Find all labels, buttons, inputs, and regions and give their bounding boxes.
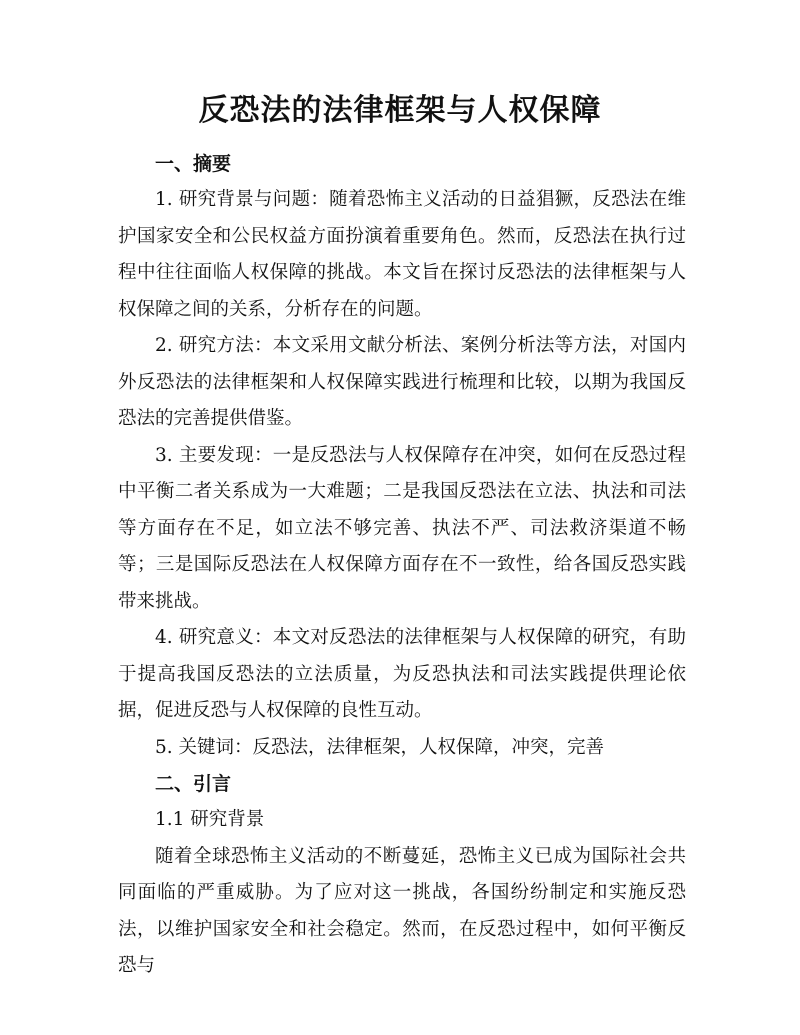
introduction-paragraph: 随着全球恐怖主义活动的不断蔓延，恐怖主义已成为国际社会共同面临的严重威胁。为了应对这一挑战，各国纷纷制定和实施反恐法，以维护国家安全和社会稳定。然而，在反恐过程中，如何平衡反恐与 [118,845,686,976]
subsection-heading-background: 1.1 研究背景 [155,809,265,830]
abstract-item-methods: 2. 研究方法：本文采用文献分析法、案例分析法等方法，对国内外反恐法的法律框架和人权保障实践进行梳理和比较，以期为我国反恐法的完善提供借鉴。 [118,335,686,429]
section-heading-abstract: 一、摘要 [155,153,232,175]
abstract-item-keywords: 5. 关键词：反恐法，法律框架，人权保障，冲突，完善 [155,736,605,758]
document-body [118,146,686,985]
abstract-item-background: 1. 研究背景与问题：随着恐怖主义活动的日益猖獗，反恐法在维护国家安全和公民权益方面扮演着重要角色。然而，反恐法在执行过程中往往面临人权保障的挑战。本文旨在探讨反恐法的法律框架与人权保障之间的关系，分析存在的问题。 [118,189,686,320]
document-title: 反恐法的法律框架与人权保障 [198,93,602,128]
abstract-item-findings: 3. 主要发现：一是反恐法与人权保障存在冲突，如何在反恐过程中平衡二者关系成为一大难题；二是我国反恐法在立法、执法和司法等方面存在不足，如立法不够完善、执法不严、司法救济渠道不畅等；三是国际反恐法在人权保障方面存在不一致性，给各国反恐实践带来挑战。 [118,444,686,612]
abstract-item-significance: 4. 研究意义：本文对反恐法的法律框架与人权保障的研究，有助于提高我国反恐法的立法质量，为反恐执法和司法实践提供理论依据，促进反恐与人权保障的良性互动。 [118,627,686,721]
section-heading-introduction: 二、引言 [155,773,232,795]
